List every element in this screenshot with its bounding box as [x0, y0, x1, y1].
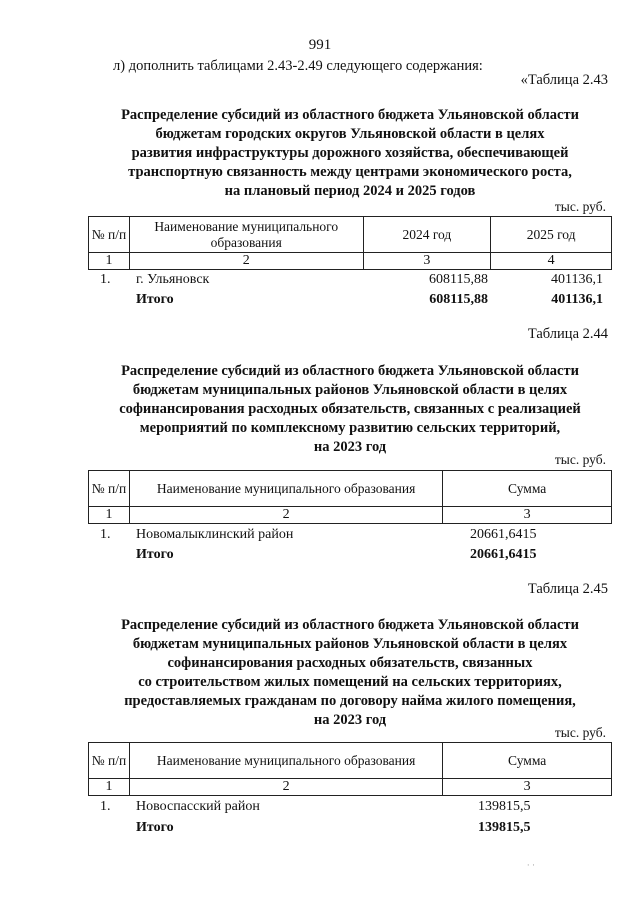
total-value-2025: 401136,1 [551, 292, 603, 307]
intro-text: л) дополнить таблицами 2.43-2.49 следующего содержания: [113, 58, 483, 74]
column-number-row [89, 507, 612, 524]
table-title [60, 106, 640, 201]
total-label: Итого [136, 820, 174, 835]
header-cell: Сумма [443, 743, 612, 779]
column-number: 1 [89, 779, 130, 796]
table-label: Таблица 2.45 [527, 581, 608, 597]
column-number: 2 [129, 507, 442, 524]
row-number: 1. [100, 272, 111, 287]
table-header [88, 470, 612, 524]
header-cell: Сумма [443, 471, 612, 507]
column-number-row [89, 253, 612, 270]
row-number: 1. [100, 527, 111, 542]
units-label: тыс. руб. [554, 452, 606, 467]
units-label: тыс. руб. [554, 199, 606, 214]
title-line: софинансирования расходных обязательств, связанных [167, 655, 533, 671]
title-line: на 2023 год [313, 712, 387, 728]
column-number: 2 [129, 779, 442, 796]
table-header [88, 216, 612, 270]
header-row [89, 471, 612, 507]
row-value-2024: 608115,88 [429, 272, 488, 287]
header-row [89, 743, 612, 779]
title-line: бюджетам муниципальных районов Ульяновской области в целях [132, 382, 568, 398]
total-label: Итого [136, 547, 174, 562]
row-name: Новоспасский район [136, 799, 260, 814]
row-value-2025: 401136,1 [551, 272, 603, 287]
title-line: на плановый период 2024 и 2025 годов [224, 183, 476, 199]
column-number-row [89, 779, 612, 796]
table-label: «Таблица 2.43 [520, 72, 608, 88]
table-title [60, 616, 640, 730]
title-line: предоставляемых гражданам по договору найма жилого помещения, [124, 693, 576, 709]
title-line: софинансирования расходных обязательств, связанных с реализацией [119, 401, 581, 417]
column-number: 3 [443, 507, 612, 524]
column-number: 3 [363, 253, 491, 270]
header-row [89, 217, 612, 253]
row-name: г. Ульяновск [136, 272, 210, 287]
table-header [88, 742, 612, 796]
column-number: 1 [89, 253, 130, 270]
units-label: тыс. руб. [554, 725, 606, 740]
total-label: Итого [136, 292, 174, 307]
title-line: Распределение субсидий из областного бюджета Ульяновской области [121, 107, 579, 123]
title-line: Распределение субсидий из областного бюджета Ульяновской области [121, 617, 579, 633]
title-line: транспортную связанность между центрами экономического роста, [128, 164, 572, 180]
title-line: развития инфраструктуры дорожного хозяйства, обеспечивающей [131, 145, 569, 161]
total-value-sum: 20661,6415 [470, 547, 537, 562]
row-name: Новомалыклинский район [136, 527, 294, 542]
column-number: 3 [443, 779, 612, 796]
column-number: 1 [89, 507, 130, 524]
column-number: 2 [129, 253, 363, 270]
header-cell: № п/п [89, 217, 130, 253]
column-number: 4 [491, 253, 612, 270]
row-value-sum: 20661,6415 [470, 527, 537, 542]
header-cell: Наименование муниципального образования [129, 471, 442, 507]
table-label: Таблица 2.44 [527, 326, 608, 342]
title-line: со строительством жилых помещений на сельских территориях, [138, 674, 562, 690]
row-number: 1. [100, 799, 111, 814]
header-cell: 2025 год [491, 217, 612, 253]
header-cell: 2024 год [363, 217, 491, 253]
page-number: 991 [308, 37, 332, 53]
title-line: на 2023 год [313, 439, 387, 455]
title-line: Распределение субсидий из областного бюджета Ульяновской области [121, 363, 579, 379]
table-title [60, 362, 640, 457]
title-line: мероприятий по комплексному развитию сельских территорий, [139, 420, 561, 436]
title-line: бюджетам муниципальных районов Ульяновской области в целях [132, 636, 568, 652]
header-cell: № п/п [89, 471, 130, 507]
header-cell: № п/п [89, 743, 130, 779]
header-cell: Наименование муниципального образования [129, 743, 442, 779]
row-value-sum: 139815,5 [478, 799, 531, 814]
total-value-2024: 608115,88 [429, 292, 488, 307]
header-cell: Наименование муниципального образования [129, 217, 363, 253]
total-value-sum: 139815,5 [478, 820, 531, 835]
scan-mark: · · [526, 860, 535, 870]
title-line: бюджетам городских округов Ульяновской области в целях [155, 126, 545, 142]
